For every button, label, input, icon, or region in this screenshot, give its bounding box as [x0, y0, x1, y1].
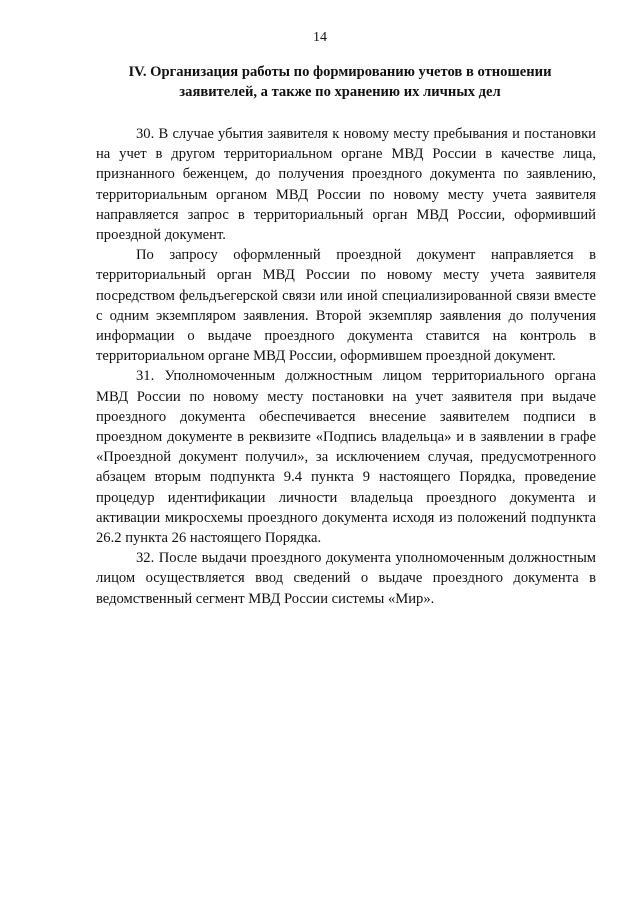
section-heading: [80, 62, 600, 102]
page-number: 14: [313, 30, 327, 45]
body-text: [96, 124, 596, 609]
paragraph-30-continued: По запросу оформленный проездной документ направляется в территориальный орган МВД России по новому месту учета заявителя посредством фельдъегерской связи или иной специализированной связи вместе с одним экземпляром заявления. Второй экземпляр заявления до получения информации о выдаче проездного документа ставится на контроль в территориальном органе МВД России, оформившем проездной документ.: [96, 247, 596, 365]
paragraph-31: 31. Уполномоченным должностным лицом территориального органа МВД России по новому месту постановки на учет заявителя при выдаче проездного документа обеспечивается внесение заявителем подписи в проездном документе в реквизите «Подпись владельца» и в заявлении в графе «Проездной документ получил», за исключением случая, предусмотренного абзацем вторым подпункта 9.4 пункта 9 настоящего Порядка, проведение процедур идентификации личности владельца проездного документа и активации микросхемы проездного документа исходя из положений подпункта 26.2 пункта 26 настоящего Порядка.: [96, 368, 596, 547]
section-heading-line-2: заявителей, а также по хранению их личных дел: [179, 84, 501, 100]
paragraph-30: 30. В случае убытия заявителя к новому месту пребывания и постановки на учет в другом территориальном органе МВД России в качестве лица, признанного беженцем, до получения проездного документа по заявлению, территориальным органом МВД России по новому месту учета заявителя направляется запрос в территориальный орган МВД России, оформивший проездной документ.: [96, 126, 596, 244]
paragraph-32: 32. После выдачи проездного документа уполномоченным должностным лицом осуществляется ввод сведений о выдаче проездного документа в ведомственный сегмент МВД России системы «Мир».: [96, 550, 596, 607]
section-heading-line-1: IV. Организация работы по формированию учетов в отношении: [128, 64, 552, 80]
